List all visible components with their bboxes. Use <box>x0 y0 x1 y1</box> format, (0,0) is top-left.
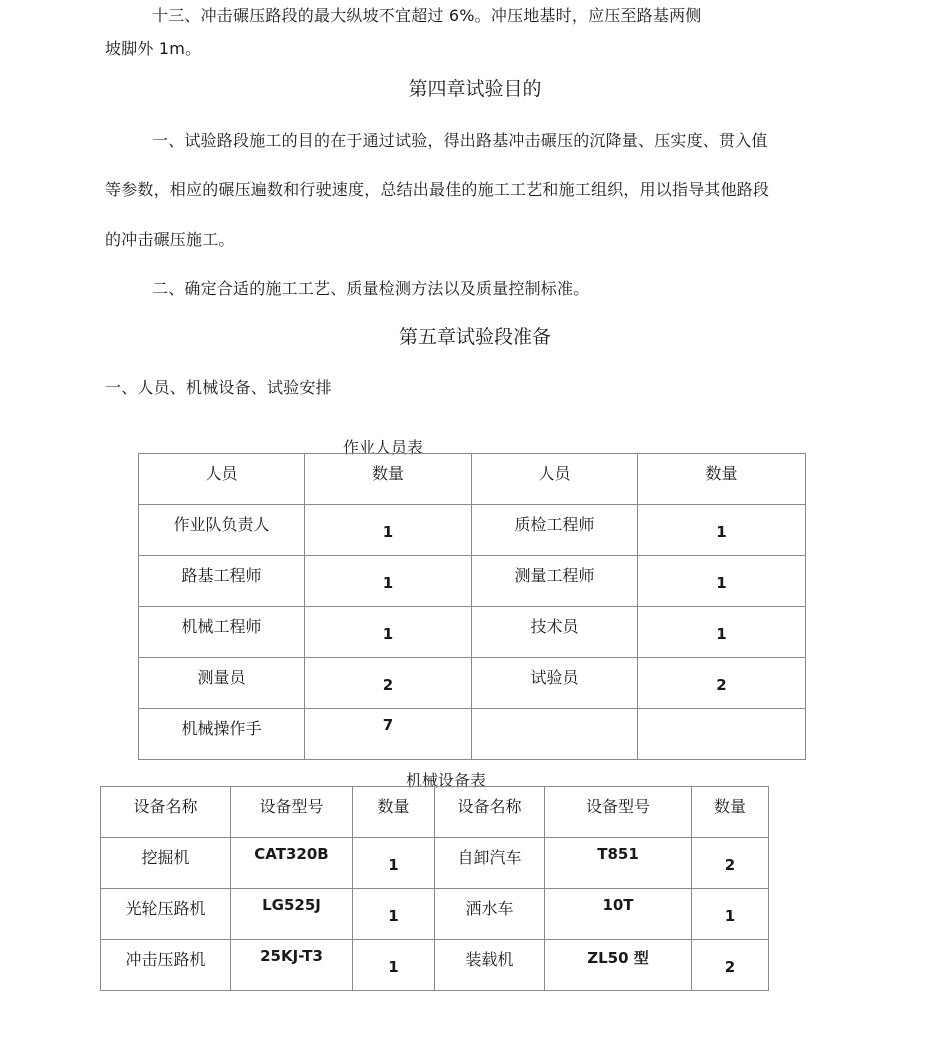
equipment-name-cell: 洒水车 <box>465 899 514 918</box>
count-cell: 1 <box>724 907 736 925</box>
equipment-table-caption: 机械设备表 <box>406 771 487 790</box>
role-cell: 路基工程师 <box>181 566 262 585</box>
chapter-4-title: 第四章试验目的 <box>408 78 542 100</box>
count-cell: 1 <box>382 574 394 592</box>
chapter-4-para-1-line-3: 的冲击碾压施工。 <box>105 230 235 249</box>
role-cell: 测量工程师 <box>514 566 595 585</box>
equipment-table <box>100 786 769 991</box>
table-row <box>139 658 806 709</box>
role-cell: 试验员 <box>530 668 579 687</box>
header-cell: 设备型号 <box>259 797 324 816</box>
count-cell: 2 <box>724 856 736 874</box>
header-cell: 数量 <box>371 464 404 483</box>
chapter-4-para-2: 二、确定合适的施工工艺、质量检测方法以及质量控制标准。 <box>152 279 590 298</box>
count-cell: 1 <box>388 856 399 874</box>
table-row <box>101 889 769 940</box>
equipment-model-cell: 25KJ-T3 <box>260 947 323 965</box>
equipment-name-cell: 自卸汽车 <box>457 848 522 867</box>
header-cell: 数量 <box>713 797 746 816</box>
clause-13-line-2: 坡脚外 1m。 <box>105 39 202 58</box>
table-row <box>139 607 806 658</box>
staff-table-caption: 作业人员表 <box>343 438 424 457</box>
table-row <box>139 709 806 760</box>
role-cell: 作业队负责人 <box>173 515 270 534</box>
equipment-model-cell: 10T <box>602 896 634 914</box>
count-cell: 2 <box>382 676 394 694</box>
count-cell: 1 <box>716 625 727 643</box>
header-cell: 设备型号 <box>585 797 650 816</box>
header-cell: 人员 <box>205 464 238 483</box>
role-cell: 质检工程师 <box>514 515 595 534</box>
chapter-5-section-1: 一、人员、机械设备、试验安排 <box>105 378 332 397</box>
table-row <box>101 940 769 991</box>
role-cell: 测量员 <box>197 668 246 687</box>
staff-table <box>138 453 806 760</box>
count-cell: 2 <box>716 676 727 694</box>
equipment-model-cell: LG525J <box>262 896 321 914</box>
header-cell: 设备名称 <box>457 797 522 816</box>
table-row <box>139 505 806 556</box>
count-cell: 1 <box>716 574 727 592</box>
count-cell: 2 <box>724 958 736 976</box>
equipment-name-cell: 挖掘机 <box>141 848 190 867</box>
equipment-model-cell: T851 <box>597 845 639 863</box>
equipment-name-cell: 光轮压路机 <box>125 899 206 918</box>
table-header-row <box>101 787 769 838</box>
count-cell: 7 <box>382 716 394 734</box>
chapter-5-title: 第五章试验段准备 <box>398 326 551 348</box>
equipment-model-cell: ZL50 型 <box>587 949 649 967</box>
header-cell: 设备名称 <box>133 797 198 816</box>
count-cell: 1 <box>716 523 727 541</box>
chapter-4-para-1-line-1: 一、试验路段施工的目的在于通过试验，得出路基冲击碾压的沉降量、压实度、贯入值 <box>152 131 768 150</box>
equipment-name-cell: 装载机 <box>465 950 514 969</box>
header-cell: 数量 <box>377 797 410 816</box>
count-cell: 1 <box>388 958 399 976</box>
header-cell: 人员 <box>538 464 571 483</box>
clause-13-line-1: 十三、冲击碾压路段的最大纵坡不宜超过 6%。冲压地基时，应压至路基两侧 <box>152 6 702 25</box>
equipment-name-cell: 冲击压路机 <box>125 950 206 969</box>
chapter-4-para-1-line-2: 等参数，相应的碾压遍数和行驶速度，总结出最佳的施工工艺和施工组织，用以指导其他路段 <box>105 180 770 199</box>
role-cell: 技术员 <box>530 617 579 636</box>
count-cell: 1 <box>388 907 399 925</box>
role-cell: 机械工程师 <box>181 617 262 636</box>
equipment-model-cell: CAT320B <box>254 845 329 863</box>
table-row <box>139 556 806 607</box>
table-row <box>101 838 769 889</box>
table-header-row <box>139 454 806 505</box>
count-cell: 1 <box>382 523 394 541</box>
role-cell: 机械操作手 <box>181 719 262 738</box>
header-cell: 数量 <box>705 464 738 483</box>
count-cell: 1 <box>382 625 394 643</box>
